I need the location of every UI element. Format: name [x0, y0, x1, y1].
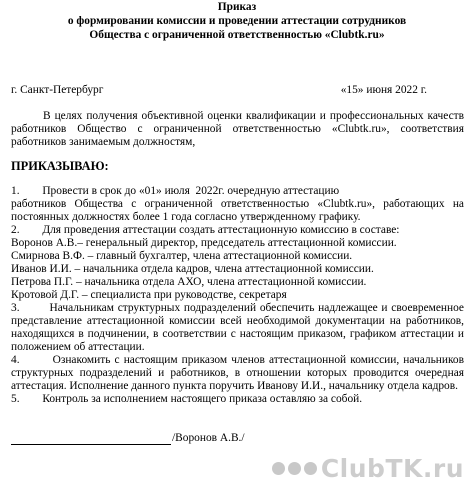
order-item-3-line: положением об аттестации. [11, 341, 145, 353]
order-item-1: 1. Провести в срок до «01» июля 2022г. очередную аттестацию [11, 185, 340, 197]
order-item-3: 3. Начальникам структурных подразделений обеспечить надлежащее и своевременное [11, 302, 464, 314]
order-item-1-line: работников Общества с ограниченной ответственностью «Clubtk.ru», работающих на [11, 198, 464, 210]
document-subtitle-line-1: о формировании комиссии и проведении аттестации сотрудников [67, 15, 407, 27]
order-item-4: 4. Ознакомить с настоящим приказом членов аттестационной комиссии, начальников [11, 354, 464, 366]
commission-member: Петрова П.Г. – начальника отдела АХО, члена аттестационной комиссии. [11, 276, 367, 288]
order-item-4-line: аттестация. Исполнение данного пункта поручить Иванову И.И., начальнику отдела кадров. [11, 380, 458, 392]
commission-member: Иванов И.И. – начальника отдела кадров, члена аттестационной комиссии. [11, 263, 374, 275]
document-city: г. Санкт-Петербург [11, 84, 104, 96]
preamble-line: В целях получения объективной оценки квалификации и профессиональных качеств [43, 110, 464, 122]
watermark-text: ClubTK.ru [320, 453, 464, 483]
people-group-icon [272, 462, 317, 475]
signature-line [11, 444, 171, 445]
commission-member: Воронов А.В.– генеральный директор, председатель аттестационной комиссии. [11, 237, 397, 249]
commission-member: Смирнова В.Ф. – главный бухгалтер, члена аттестационной комиссии. [11, 250, 353, 262]
order-item-1-line: постоянных должностях более 1 года согласно утвержденному графику. [11, 211, 361, 223]
order-item-3-line: представление аттестационной комиссии всей необходимой документации на работников, [11, 315, 464, 327]
document-date: «15» июня 2022 г. [340, 84, 427, 96]
order-item-3-line: находящихся в подчинении, в соответствии с настоящим приказом, графиком аттестации и [11, 328, 464, 340]
document-title: Приказ [217, 1, 257, 13]
orders-heading: ПРИКАЗЫВАЮ: [11, 159, 109, 173]
clubtk-watermark [272, 453, 464, 483]
document-subtitle-line-2: Общества с ограниченной ответственностью «Clubtk.ru» [89, 29, 385, 41]
order-item-2: 2. Для проведения аттестации создать аттестационную комиссию в составе: [11, 224, 400, 236]
preamble-line: работников Общество с ограниченной ответственностью «Clubtk.ru», соответствия [11, 123, 464, 135]
signature-name: /Воронов А.В./ [172, 432, 245, 444]
preamble-line: работников занимаемым должностям, [11, 136, 196, 148]
order-item-4-line: структурных подразделений и работников, в отношении которых проводится очередная [11, 367, 464, 379]
commission-member: Кротовой Д.Г. – специалиста при руководстве, секретаря [11, 289, 287, 301]
order-item-5: 5. Контроль за исполнением настоящего приказа оставляю за собой. [11, 393, 363, 405]
